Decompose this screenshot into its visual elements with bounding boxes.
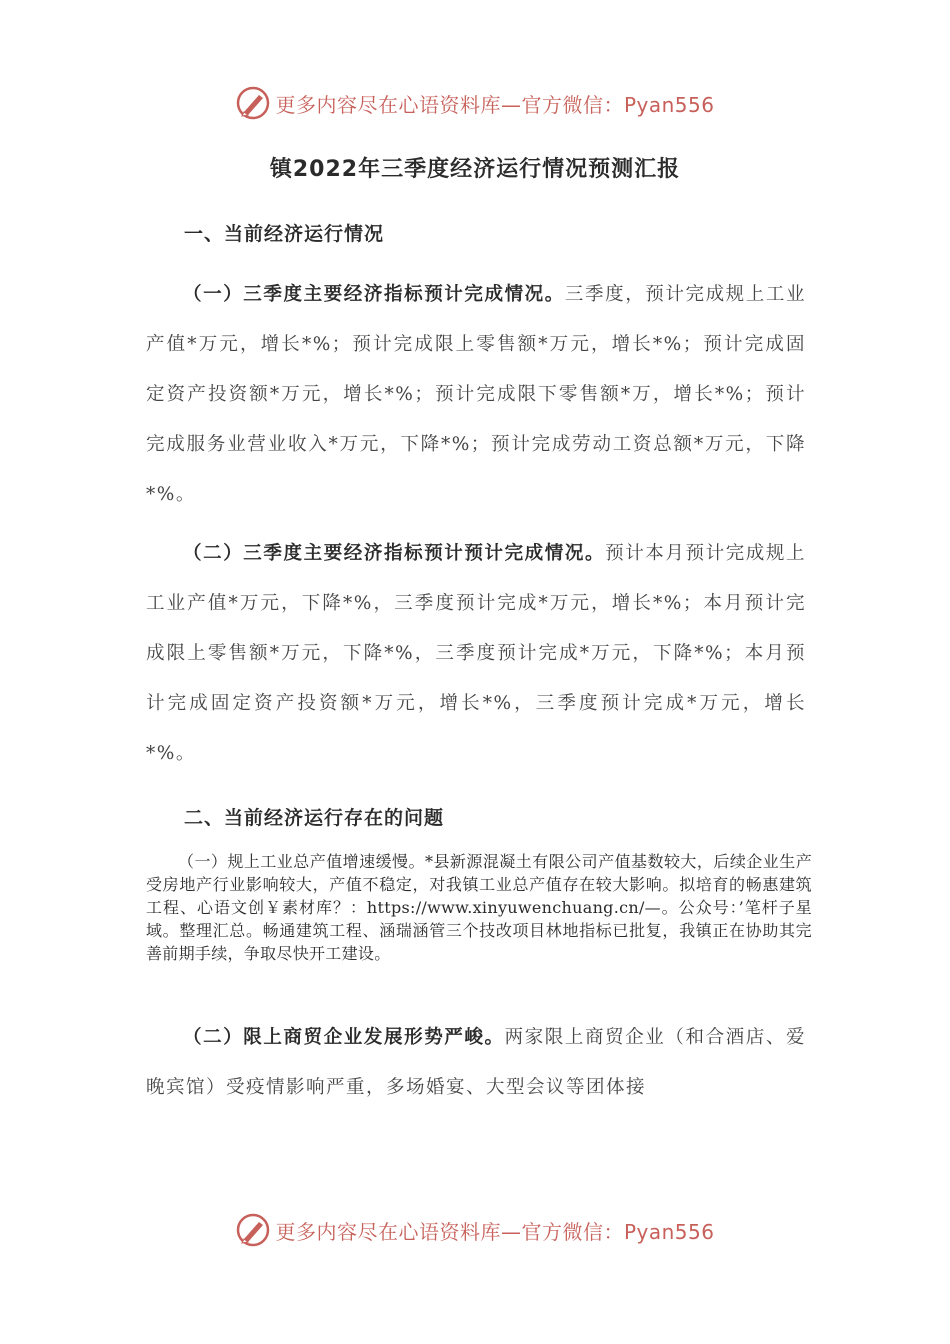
paragraph-body: 两家限上商贸企业（和合酒店、爱晚宾馆）受疫情影响严重，多场婚宴、大型会议等团体接: [146, 1027, 806, 1098]
paragraph-lead: （二）三季度主要经济指标预计预计完成情况。: [183, 543, 606, 564]
section-heading-2: 二、当前经济运行存在的问题: [184, 807, 445, 829]
paragraph-lead: （一）三季度主要经济指标预计完成情况。: [183, 284, 565, 305]
paragraph-1-1: [146, 270, 806, 520]
paragraph-body: 三季度，预计完成规上工业产值*万元，增长*%；预计完成限上零售额*万元，增长*%；预计完成固定资产投资额*万元，增长*%；预计完成限下零售额*万，增长*%；预计完成服务业营业收入*万元，下降*%；预计完成劳动工资总额*万元，下降*%。: [146, 284, 806, 505]
document-title: 镇2022年三季度经济运行情况预测汇报: [269, 157, 681, 182]
paragraph-1-2: [146, 529, 806, 779]
paragraph-2-1: （一）规上工业总产值增速缓慢。*县新源混凝土有限公司产值基数较大，后续企业生产受房地产行业影响较大，产值不稳定，对我镇工业总产值存在较大影响。拟培育的畅惠建筑工程、心语文创￥素材库？：https://www.xinyuwenchuang.cn/—。公众号：’笔杆子星域。整理汇总。畅通建筑工程、涵瑞涵管三个技改项目林地指标已批复，我镇正在协助其完善前期手续，争取尽快开工建设。: [146, 852, 812, 963]
watermark-text: 更多内容尽在心语资料库—官方微信：Pyan556: [275, 92, 715, 117]
paragraph-body: 预计本月预计完成规上工业产值*万元，下降*%，三季度预计完成*万元，增长*%；本月预计完成限上零售额*万元，下降*%，三季度预计完成*万元，下降*%；本月预计完成固定资产投资额*万元，增长*%，三季度预计完成*万元，增长*%。: [146, 543, 806, 764]
watermark-text: 更多内容尽在心语资料库—官方微信：Pyan556: [275, 1219, 715, 1244]
paragraph-lead: （二）限上商贸企业发展形势严峻。: [183, 1027, 505, 1048]
pen-logo-icon: [235, 85, 271, 121]
section-heading-1: 一、当前经济运行情况: [184, 223, 385, 245]
paragraph-2-2: [146, 1013, 806, 1113]
pen-logo-icon: [235, 1212, 271, 1248]
watermark-header: [0, 83, 950, 123]
watermark-footer: [0, 1210, 950, 1250]
